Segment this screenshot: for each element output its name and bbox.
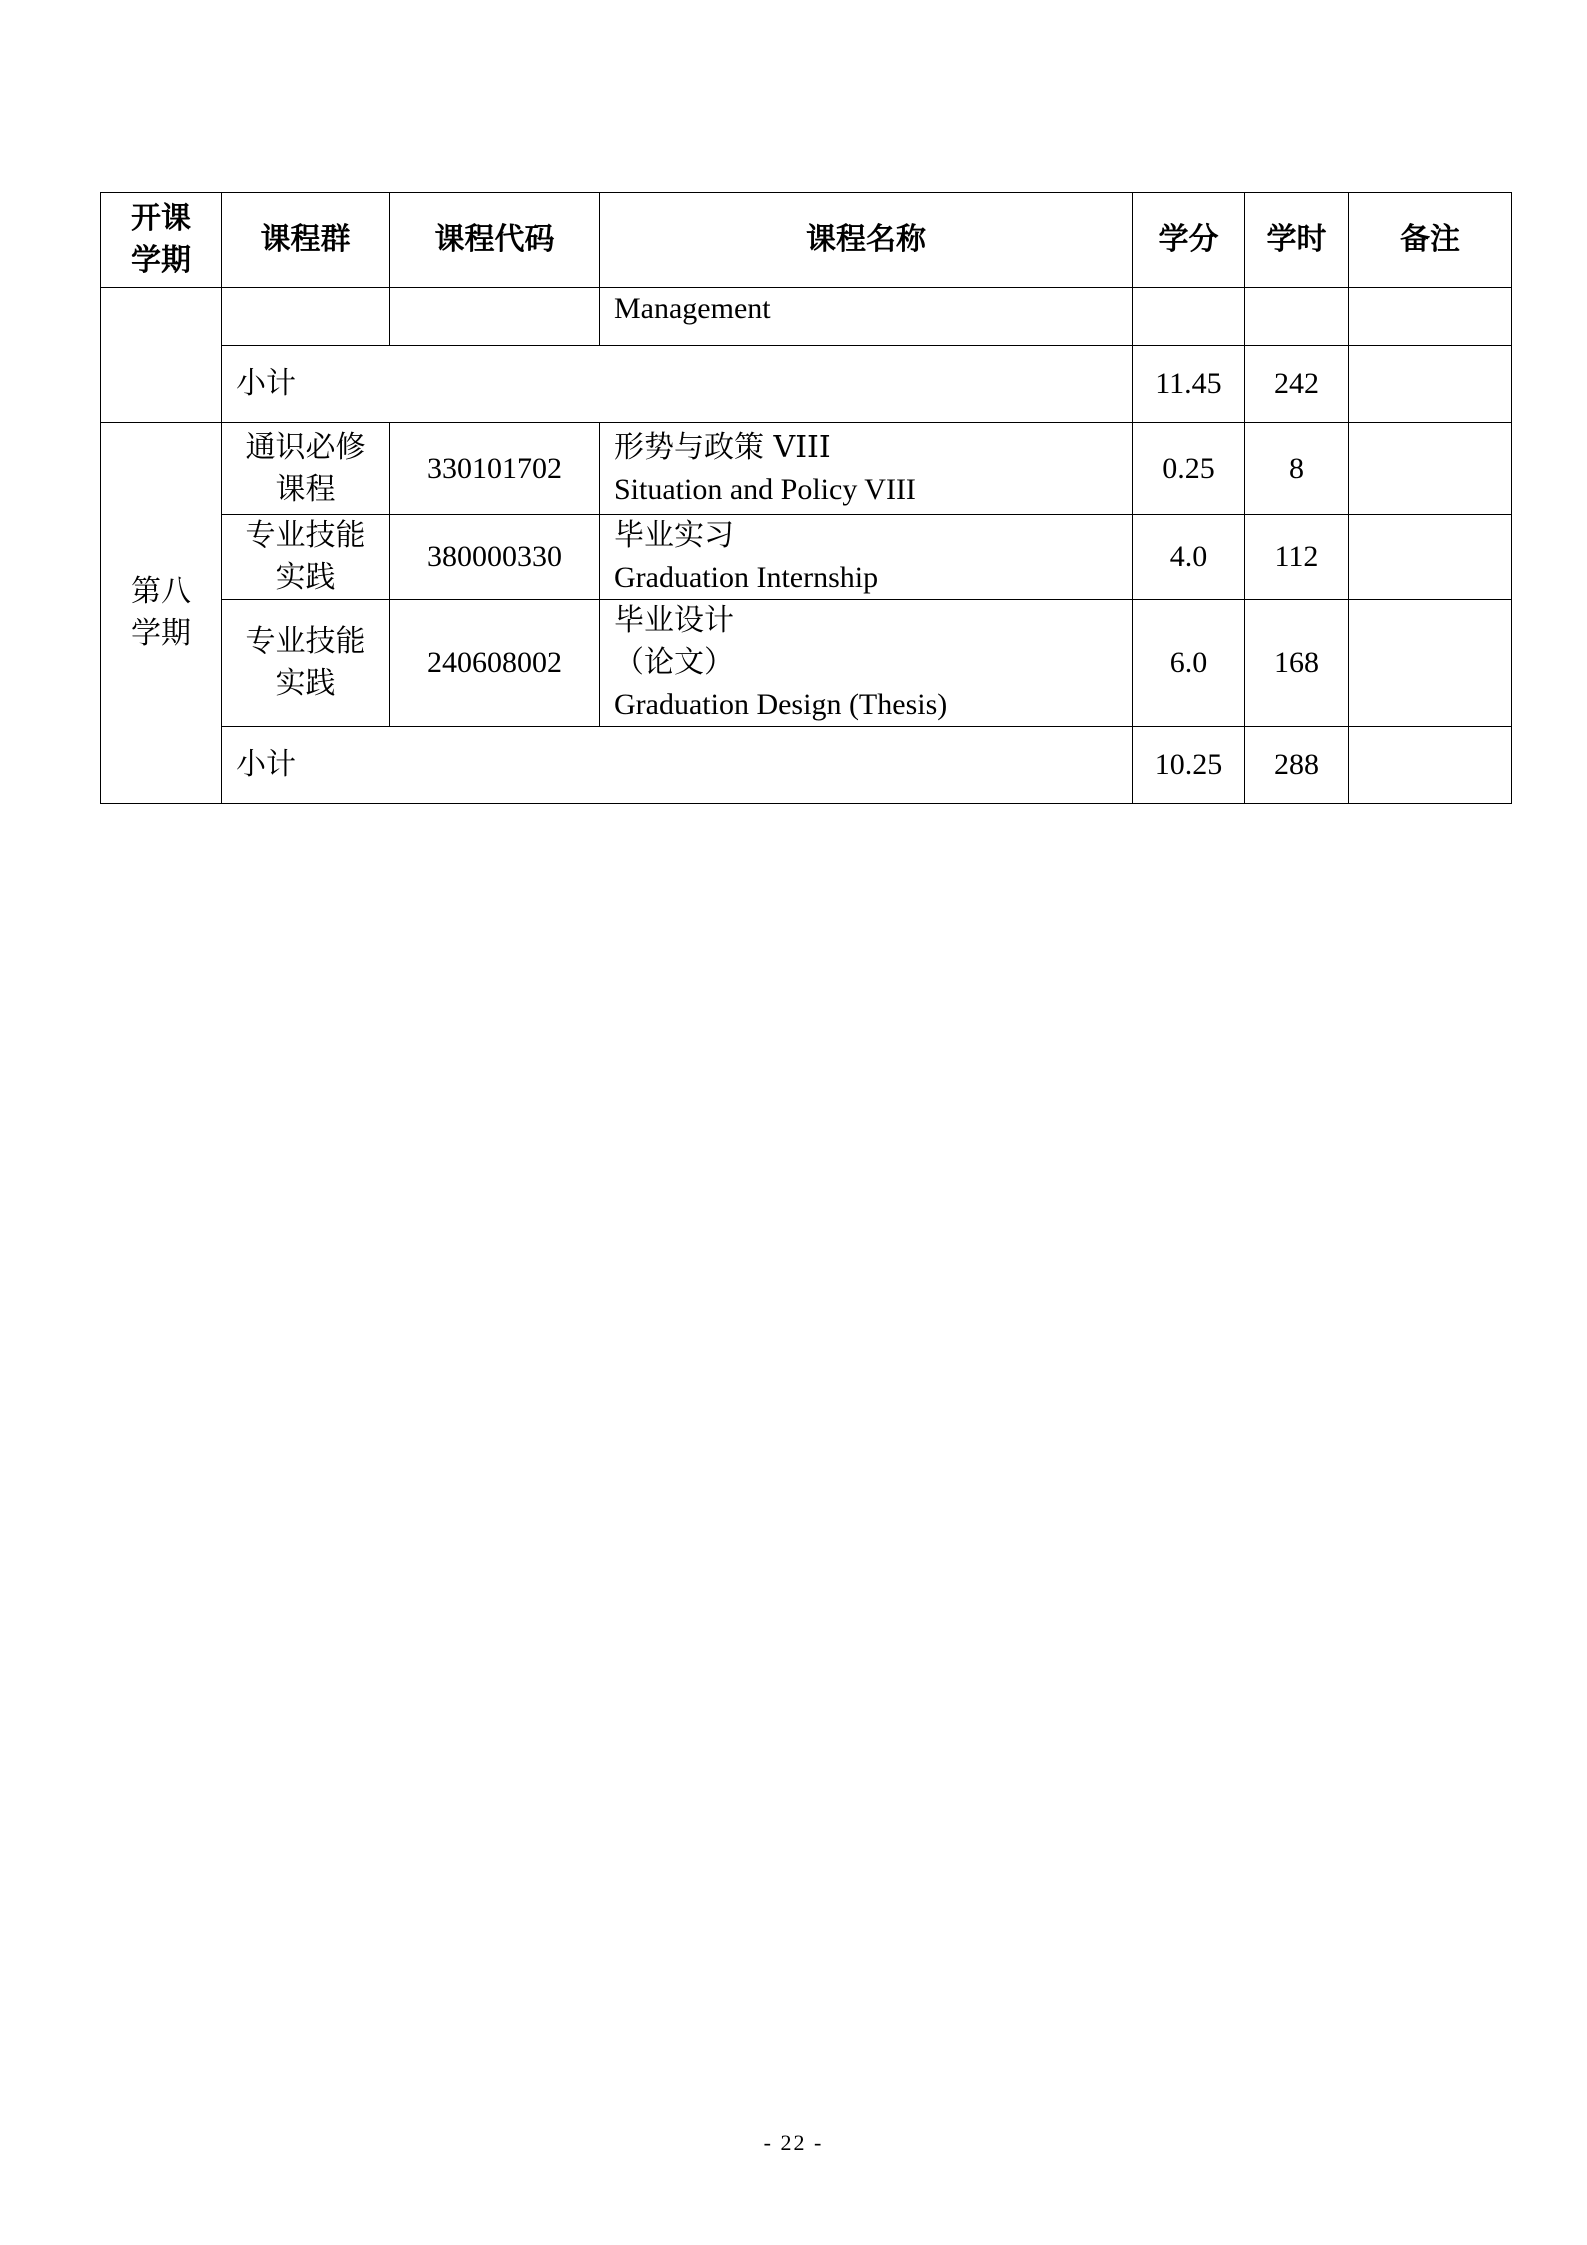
hours-cell xyxy=(1245,288,1349,346)
remarks-cell xyxy=(1349,600,1512,727)
course-name-en: Situation and Policy VIII xyxy=(614,472,916,506)
code-cell: 330101702 xyxy=(390,423,600,515)
header-code: 课程代码 xyxy=(390,193,600,288)
course-name-cell xyxy=(600,515,1133,600)
header-group: 课程群 xyxy=(222,193,390,288)
group-line1: 专业技能 xyxy=(245,518,366,553)
course-name-cell xyxy=(600,423,1133,515)
semester-cell-continued xyxy=(101,288,222,423)
subtotal-hours: 288 xyxy=(1245,727,1349,804)
header-semester-line1: 开课 xyxy=(131,201,191,236)
credits-cell: 4.0 xyxy=(1133,515,1245,600)
group-line1: 通识必修 xyxy=(245,429,366,465)
subtotal-row xyxy=(101,346,1512,423)
table-row xyxy=(101,288,1512,346)
remarks-cell xyxy=(1349,423,1512,515)
hours-cell: 168 xyxy=(1245,600,1349,727)
page-number: - 22 - xyxy=(763,2130,824,2155)
code-cell: 380000330 xyxy=(390,515,600,600)
course-name-cn-line2: （论文） xyxy=(614,645,734,680)
hours-cell: 8 xyxy=(1245,423,1349,515)
course-name-cn: 形势与政策 VIII xyxy=(614,429,831,465)
group-cell xyxy=(222,423,390,515)
subtotal-hours: 242 xyxy=(1245,346,1349,423)
subtotal-row xyxy=(101,727,1512,804)
course-table xyxy=(100,192,1512,804)
course-name-cell xyxy=(600,600,1133,727)
header-credits: 学分 xyxy=(1133,193,1245,288)
header-semester-line2: 学期 xyxy=(131,243,191,278)
credits-cell: 0.25 xyxy=(1133,423,1245,515)
header-hours: 学时 xyxy=(1245,193,1349,288)
semester-label-line2: 学期 xyxy=(131,616,191,651)
table-row xyxy=(101,423,1512,515)
remarks-cell xyxy=(1349,727,1512,804)
subtotal-label: 小计 xyxy=(222,727,1133,804)
subtotal-credits: 10.25 xyxy=(1133,727,1245,804)
table-row xyxy=(101,515,1512,600)
course-name-en: Graduation Design (Thesis) xyxy=(614,688,948,721)
code-cell: 240608002 xyxy=(390,600,600,727)
group-line2: 实践 xyxy=(275,666,336,701)
group-line2: 实践 xyxy=(275,560,336,595)
subtotal-label: 小计 xyxy=(222,346,1133,423)
header-remarks: 备注 xyxy=(1349,193,1512,288)
course-name-cell: Management xyxy=(600,288,1133,346)
header-semester xyxy=(101,193,222,288)
group-line2: 课程 xyxy=(275,471,336,507)
semester-label-line1: 第八 xyxy=(131,574,191,609)
group-cell xyxy=(222,600,390,727)
course-name-cn: 毕业设计 xyxy=(614,603,734,638)
semester-cell xyxy=(101,423,222,804)
remarks-cell xyxy=(1349,346,1512,423)
header-name: 课程名称 xyxy=(600,193,1133,288)
credits-cell xyxy=(1133,288,1245,346)
hours-cell: 112 xyxy=(1245,515,1349,600)
remarks-cell xyxy=(1349,515,1512,600)
subtotal-credits: 11.45 xyxy=(1133,346,1245,423)
table-row xyxy=(101,600,1512,727)
group-cell xyxy=(222,288,390,346)
header-row xyxy=(101,193,1512,288)
course-name-cn: 毕业实习 xyxy=(614,518,734,553)
course-name-en: Graduation Internship xyxy=(614,561,879,594)
group-cell xyxy=(222,515,390,600)
group-line1: 专业技能 xyxy=(245,624,366,659)
credits-cell: 6.0 xyxy=(1133,600,1245,727)
code-cell xyxy=(390,288,600,346)
remarks-cell xyxy=(1349,288,1512,346)
